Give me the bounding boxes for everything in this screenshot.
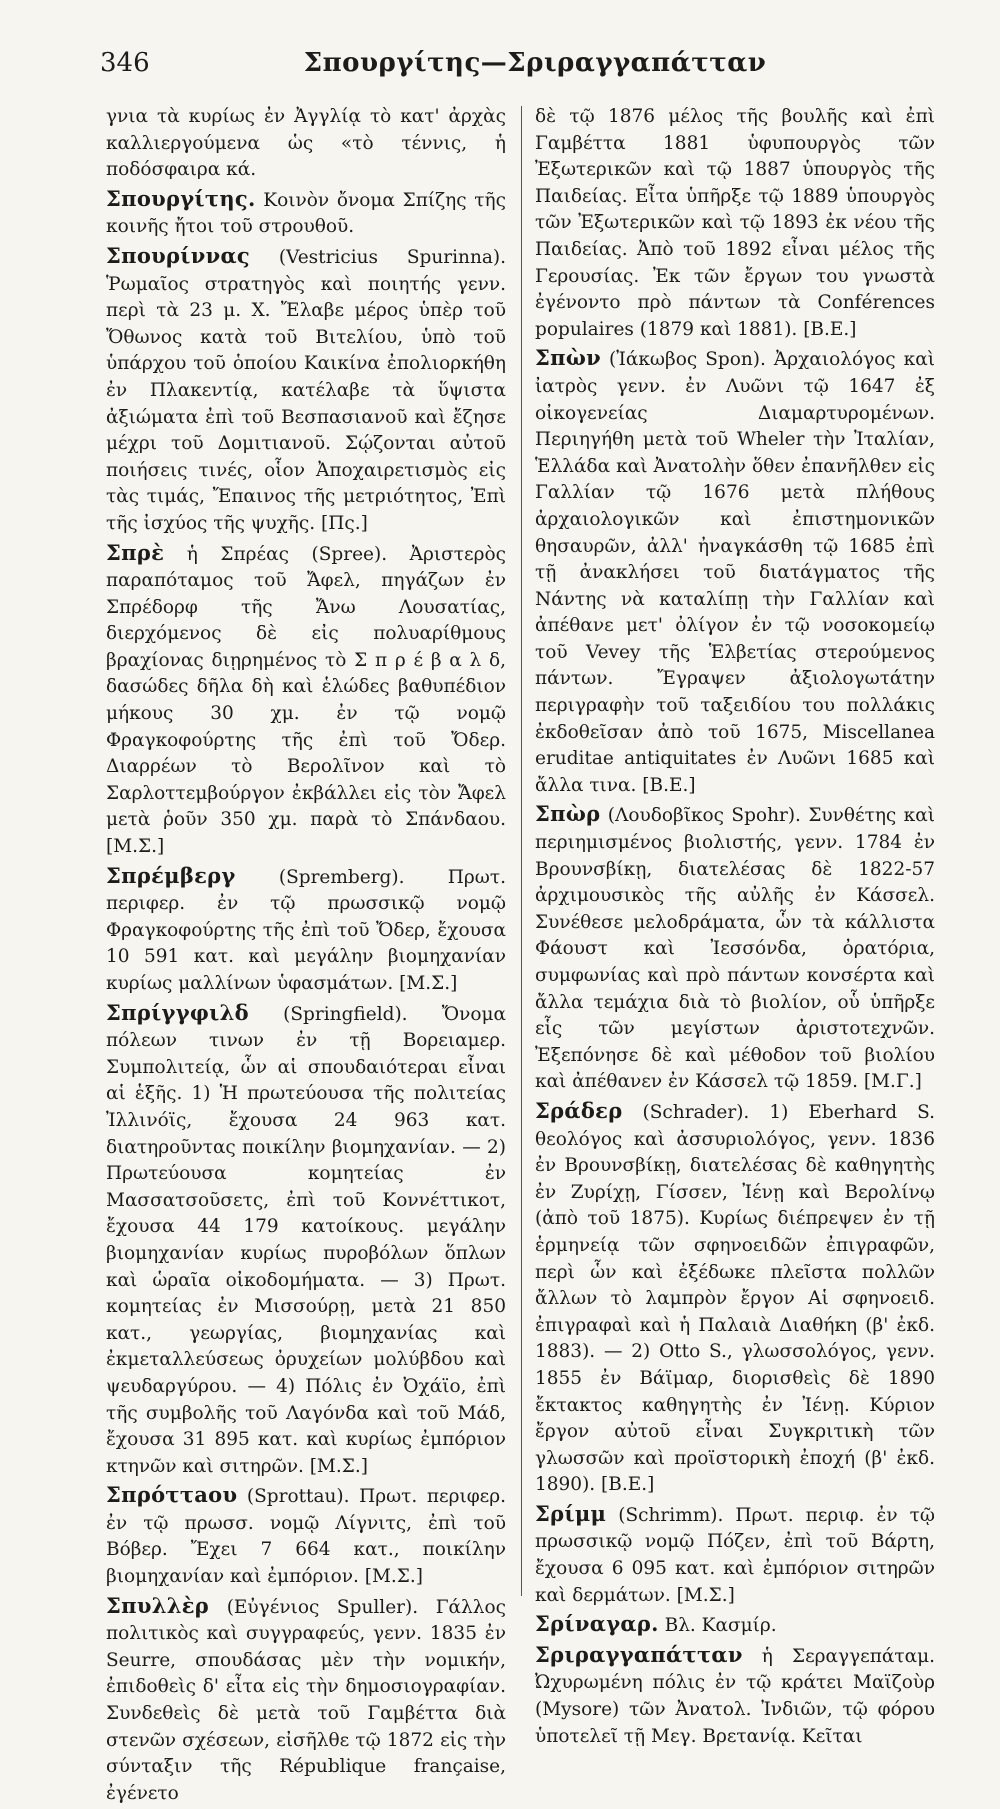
entry-text: (Εὐγένιος Spuller). Γάλλος πολιτικὸς καὶ συγγραφεύς, γενν. 1835 ἐν Seurre, σπουδάσας μὲν τὴν νομικήν, ἐπιδοθεὶς δ' εἶτα εἰς τὴν δημοσιογραφίαν. Συνδεθεὶς δὲ μετὰ τοῦ Γαμβέττα διὰ στενῶν σχέσεων, εἰσῆλθε τῷ 1872 εἰς τὴν σύνταξιν τῆς République française, ἐγένετο [106, 1596, 506, 1804]
dictionary-entry [535, 1098, 935, 1499]
left-column [106, 104, 506, 1809]
entry-headword: Σριραγγαπάτταν [535, 1641, 743, 1667]
dictionary-entry [106, 1482, 506, 1590]
dictionary-entry [106, 104, 506, 184]
entry-text: (Schrimm). Πρωτ. περιφ. ἐν τῷ πρωσσικῷ νομῷ Πόζεν, ἐπὶ τοῦ Βάρτη, ἔχουσα 6 095 κατ. καὶ ἐμπόριον σιτηρῶν καὶ δερμάτων. [Μ.Σ.] [535, 1504, 935, 1606]
entry-text: (Vestricius Spurinna). Ῥωμαῖος στρατηγὸς καὶ ποιητής γενν. περὶ τὰ 23 μ. Χ. Ἔλαβε μέρος ὑπὲρ τοῦ Ὄθωνος κατὰ τοῦ Βιτελίου, ὑπὸ τοῦ ὑπάρχου τοῦ ὁποίου Καικίνα ἐπολιορκήθη ἐν Πλακεντίᾳ, κατέλαβε τὰ ὕψιστα ἀξιώματα ἐπὶ τοῦ Βεσπασιανοῦ καὶ ἔζησε μέχρι τοῦ Δομιτιανοῦ. Σῴζονται αὐτοῦ ποιήσεις τινές, οἷον Ἀποχαιρετισμὸς εἰς τὰς τιμάς, Ἔπαινος τῆς μετριότητος, Ἐπὶ τῆς ἰσχύος τῆς ψυχῆς. [Πς.] [106, 246, 506, 534]
right-column [535, 104, 935, 1752]
dictionary-entry [106, 540, 506, 861]
entry-headword: Σπὼν [535, 345, 601, 371]
entry-text: (Λουδοβῖκος Spohr). Συνθέτης καὶ περιημισμένος βιολιστής, γενν. 1784 ἐν Βρουνσβίκῃ, διατελέσας δὲ 1822-57 ἀρχιμουσικὸς τῆς αὐλῆς ἐν Κάσσελ. Συνέθεσε μελοδράματα, ὧν τὰ κάλλιστα Φάουστ καὶ Ἰεσσόνδα, ὀρατόρια, συμφωνίας καὶ πρὸ πάντων κονσέρτα καὶ ἄλλα τεμάχια διὰ τὸ βιολίον, οὗ ὑπῆρξε εἷς τῶν μεγίστων ἀριστοτεχνῶν. Ἐξεπόνησε δὲ καὶ μέθοδον τοῦ βιολίου καὶ ἀπέθανεν ἐν Κάσσελ τῷ 1859. [Μ.Γ.] [535, 805, 935, 1093]
dictionary-entry [106, 1593, 506, 1808]
entry-text: (Ἰάκωβος Spon). Ἀρχαιολόγος καὶ ἰατρὸς γενν. ἐν Λυῶνι τῷ 1647 ἐξ οἰκογενείας Διαμαρτυρομένων. Περιηγήθη μετὰ τοῦ Wheler τὴν Ἰταλίαν, Ἑλλάδα καὶ Ἀνατολὴν ὅθεν ἐπανῆλθεν εἰς Γαλλίαν τῷ 1676 μετὰ πλήθους ἀρχαιολογικῶν καὶ ἐπιστημονικῶν θησαυρῶν, ἀλλ' ἠναγκάσθη τῷ 1685 ἐπὶ τῇ ἀνακλήσει τοῦ διατάγματος τῆς Νάντης νὰ καταλίπῃ τὴν Γαλλίαν καὶ ἀπέθανε μετ' ὀλίγον ἐν τῷ νοσοκομείῳ τοῦ Vevey τῆς Ἑλβετίας στερούμενος πάντων. Ἔγραψεν ἀξιολογωτάτην περιγραφὴν τοῦ ταξειδίου του πολλάκις ἐκδοθεῖσαν ἀπὸ τοῦ 1675, Miscellanea eruditae antiquitates ἐν Λυῶνι 1685 καὶ ἄλλα τινα. [Β.Ε.] [535, 349, 935, 796]
dictionary-entry [535, 104, 935, 343]
entry-headword: Σπρίγγφιλδ [106, 999, 249, 1025]
dictionary-entry [535, 1642, 935, 1750]
entry-text: Βλ. Κασμίρ. [658, 1615, 777, 1637]
entry-headword: Σπουργίτης. [106, 185, 256, 211]
entry-headword: Σρίμμ [535, 1500, 607, 1526]
dictionary-entry [106, 186, 506, 241]
dictionary-entry [535, 1501, 935, 1609]
entry-headword: Σπυλλὲρ [106, 1592, 210, 1618]
running-head: Σπουργίτης—Σριραγγαπάτταν [303, 48, 767, 78]
entry-headword: Σρίναγαρ. [535, 1611, 659, 1637]
entry-headword: Σπρέμβεργ [106, 862, 236, 888]
column-divider [521, 106, 522, 1596]
entry-headword: Σράδερ [535, 1097, 623, 1123]
dictionary-entry [106, 243, 506, 538]
page-number: 346 [100, 48, 150, 78]
dictionary-entry [535, 801, 935, 1096]
entry-text: γνια τὰ κυρίως ἐν Ἀγγλίᾳ τὸ κατ' ἀρχὰς καλλιεργούμενα ὡς «τὸ τέννις, ἡ ποδόσφαιρα κά. [106, 106, 506, 181]
entry-text: (Sprottau). Πρωτ. περιφερ. ἐν τῷ πρωσσ. νομῷ Λίγνιτς, ἐπὶ τοῦ Βόβερ. Ἔχει 7 664 κατ., ποικίλην βιομηχανίαν καὶ ἐμπόριον. [Μ.Σ.] [106, 1486, 506, 1588]
entry-headword: Σπρόττaου [106, 1482, 238, 1508]
entry-headword: Σπρὲ [106, 539, 165, 565]
entry-text: Κοινὸν ὄνομα Σπίζης τῆς κοινῆς ἤτοι τοῦ στρουθοῦ. [106, 189, 506, 238]
entry-text: (Springfield). Ὄνομα πόλεων τινων ἐν τῇ Βορειαμερ. Συμπολιτείᾳ, ὧν αἱ σπουδαιότεραι εἶναι αἱ ἑξῆς. 1) Ἡ πρωτεύουσα τῆς πολιτείας Ἰλλινόϊς, ἔχουσα 24 963 κατ. διατηροῦντας ποικίλην βιομηχανίαν. — 2) Πρωτεύουσα κομητείας ἐν Μασσατσοῦσετς, ἐπὶ τοῦ Κοννέττικοτ, ἔχουσα 44 179 κατοίκους. μεγάλην βιομηχανίαν κυρίως πυροβόλων ὅπλων καὶ ὡραῖα οἰκοδομήματα. — 3) Πρωτ. κομητείας ἐν Μισσούρῃ, μετὰ 21 850 κατ., γεωργίας, βιομηχανίας καὶ ἐκμεταλλεύσεως ὀρυχείων μολύβδου καὶ ψευδαργύρου. — 4) Πόλις ἐν Ὀχάϊο, ἐπὶ τῆς συμβολῆς τοῦ Λαγόνδα καὶ τοῦ Μάδ, ἔχουσα 31 895 κατ. καὶ κυρίως ἐμπόριον κτηνῶν καὶ σιτηρῶν. [Μ.Σ.] [106, 1003, 506, 1477]
dictionary-entry [106, 1000, 506, 1481]
dictionary-entry [535, 1611, 935, 1640]
entry-headword: Σπουρίννας [106, 242, 251, 268]
dictionary-entry [106, 863, 506, 998]
entry-headword: Σπὼρ [535, 801, 601, 827]
dictionary-entry [535, 345, 935, 799]
entry-text: δὲ τῷ 1876 μέλος τῆς βουλῆς καὶ ἐπὶ Γαμβέττα 1881 ὑφυπουργὸς τῶν Ἐξωτερικῶν καὶ τῷ 1887 ὑπουργὸς τῆς Παιδείας. Εἶτα ὑπῆρξε τῷ 1889 ὑπουργὸς τῶν Ἐξωτερικῶν καὶ τῷ 1893 ἐκ νέου τῆς Παιδείας. Ἀπὸ τοῦ 1892 εἶναι μέλος τῆς Γερουσίας. Ἐκ τῶν ἔργων του γνωστὰ ἐγένοντο πρὸ πάντων τὰ Conférences populaires (1879 καὶ 1881). [Β.Ε.] [535, 106, 935, 340]
entry-text: ἡ Σεραγγεπάταμ. Ὠχυρωμένη πόλις ἐν τῷ κράτει Μαϊζοὺρ (Mysore) τῶν Ἀνατολ. Ἰνδιῶν, τῷ φόρου ὑποτελεῖ τῇ Μεγ. Βρετανίᾳ. Κεῖται [535, 1645, 935, 1747]
entry-text: ἡ Σπρέας (Spree). Ἀριστερὸς παραπόταμος τοῦ Ἄφελ, πηγάζων ἐν Σπρέδορφ τῆς Ἄνω Λουσατίας, διερχόμενος δὲ εἰς πολυαρίθμους βραχίονας διῃρημένος τὸ Σ π ρ έ β α λ δ, δασώδες δῆλα δὴ καὶ ἑλώδες βαθυπέδιον μήκους 30 χμ. ἐν τῷ νομῷ Φραγκοφούρτης τῆς ἐπὶ τοῦ Ὄδερ. Διαρρέων τὸ Βερολῖνον καὶ τὸ Σαρλοττεμβούργον ἐκβάλλει εἰς τὸν Ἄφελ μετὰ ῥοῦν 350 χμ. παρὰ τὸ Σπάνδαου. [Μ.Σ.] [106, 543, 506, 858]
page-header [100, 48, 930, 78]
entry-text: (Schrader). 1) Eberhard S. θεολόγος καὶ ἀσσυριολόγος, γενν. 1836 ἐν Βρουνσβίκῃ, διατελέσας δὲ καθηγητὴς ἐν Ζυρίχῃ, Γίσσεν, Ἰένῃ καὶ Βερολίνῳ (ἀπὸ τοῦ 1875). Κυρίως διέπρεψεν ἐν τῇ ἑρμηνείᾳ τῶν σφηνοειδῶν ἐπιγραφῶν, περὶ ὧν καὶ ἐξέδωκε πλεῖστα πολλῶν ἄλλων τὸ λαμπρὸν ἔργον Αἱ σφηνοειδ. ἐπιγραφαὶ καὶ ἡ Παλαιὰ Διαθήκη (β' ἐκδ. 1883). — 2) Otto S., γλωσσολόγος, γενν. 1855 ἐν Βάϊμαρ, διορισθεὶς δὲ 1890 ἔκτακτος καθηγητὴς ἐν Ἰένῃ. Κύριον ἔργον αὐτοῦ εἶναι Συγκριτικὴ τῶν γλωσσῶν καὶ προϊστορικὴ ἐποχή (β' ἐκδ. 1890). [Β.Ε.] [535, 1101, 935, 1496]
entry-text: (Spremberg). Πρωτ. περιφερ. ἐν τῷ πρωσσικῷ νομῷ Φραγκοφούρτης τῆς ἐπὶ τοῦ Ὄδερ, ἔχουσα 10 591 κατ. καὶ μεγάλην βιομηχανίαν κυρίως μαλλίνων ὑφασμάτων. [Μ.Σ.] [106, 866, 506, 994]
